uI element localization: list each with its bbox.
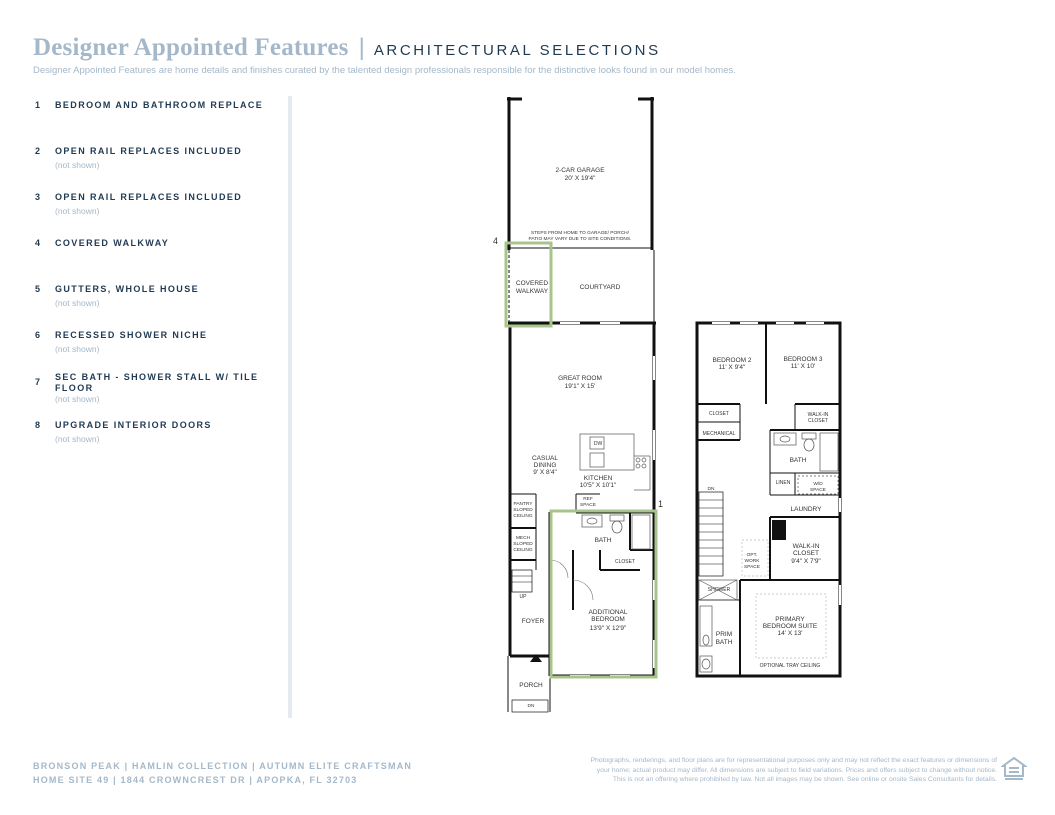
garage-note-line1: STEPS FROM HOME TO GARAGE/ PORCH/ [531, 231, 629, 236]
tray-ceiling-label: OPTIONAL TRAY CEILING [759, 663, 821, 669]
callout-4: 4 [493, 236, 499, 246]
footer-address [33, 759, 412, 787]
feature-number: 6 [35, 330, 41, 340]
great-room-size: 19'1" X 15' [564, 383, 596, 390]
page-subtitle: ARCHITECTURAL SELECTIONS [373, 42, 661, 59]
callout-1: 1 [658, 499, 664, 509]
bath-label: BATH [789, 457, 807, 464]
bath-label: BATH [594, 537, 612, 544]
feature-number: 2 [35, 146, 41, 156]
casual-dining-size: 9' X 8'4" [533, 469, 557, 476]
foyer-label: FOYER [521, 618, 545, 625]
bedroom2-size: 11' X 9'4" [718, 364, 746, 371]
feature-number: 3 [35, 192, 41, 202]
prim-bath-label-1: PRIM [715, 631, 733, 638]
casual-dining-label-2: DINING [533, 462, 557, 469]
feature-number: 7 [35, 377, 41, 387]
pantry-label-2: SLOPED [513, 508, 533, 513]
mech-label-2: SLOPED [513, 542, 533, 547]
primary-suite-label-2: BEDROOM SUITE [762, 623, 818, 630]
feature-name: GUTTERS, WHOLE HOUSE [55, 284, 200, 294]
ref-space-label-2: SPACE [580, 503, 596, 508]
opt-work-space-label-3: SPACE [744, 565, 760, 570]
bedroom3-label: BEDROOM 3 [783, 356, 823, 363]
additional-bedroom-label-2: BEDROOM [591, 616, 625, 623]
feature-note: (not shown) [55, 160, 100, 170]
feature-number: 5 [35, 284, 41, 294]
feature-number: 8 [35, 420, 41, 430]
walkin-closet-small-label-2: CLOSET [807, 418, 829, 424]
bedroom2-label: BEDROOM 2 [712, 357, 752, 364]
porch-label: PORCH [519, 682, 543, 689]
casual-dining-label-1: CASUAL [531, 455, 559, 462]
kitchen-label: KITCHEN [583, 475, 613, 482]
covered-walkway-label-1: COVERED [515, 280, 549, 287]
footer-collection: BRONSON PEAK | HAMLIN COLLECTION | AUTUMN ELITE CRAFTSMAN [33, 761, 413, 771]
feature-note: (not shown) [55, 394, 100, 404]
kitchen-size: 10'5" X 10'1" [579, 482, 617, 489]
door-swings [550, 560, 593, 600]
feature-note: (not shown) [55, 434, 100, 444]
footer-disclaimer [517, 756, 997, 785]
ref-space-label-1: REF [583, 497, 593, 502]
walkin-closet-label-2: CLOSET [792, 550, 820, 557]
walkin-closet-small-label-1: WALK-IN [807, 412, 829, 418]
opt-work-space-label-1: OPT. [746, 553, 758, 558]
page-description: Designer Appointed Features are home details and finishes curated by the talented design professionals responsible for the distinctive looks found in our model homes. [33, 65, 736, 76]
primary-suite-label-1: PRIMARY [775, 616, 805, 623]
mechanical-label: MECHANICAL [702, 431, 736, 437]
first-floor-plan [493, 97, 663, 712]
mech-label-1: MECH [515, 536, 531, 541]
wd-space-label-1: W/D [813, 482, 823, 487]
additional-bedroom-highlight [551, 511, 656, 677]
covered-walkway-label-2: WALKWAY [515, 288, 549, 295]
footer-homesite: HOME SITE 49 | 1844 CROWNCREST DR | APOPKA, FL 32703 [33, 775, 358, 785]
feature-name: RECESSED SHOWER NICHE [55, 330, 208, 340]
closet-shelf-block [772, 520, 786, 540]
feature-note: (not shown) [55, 344, 100, 354]
disclaimer-line3: This is not an offering where prohibited by law. Not all images may be shown. See online or onsite Sales Consultants for details. [612, 776, 997, 783]
opt-work-space-label-2: WORK [744, 559, 760, 564]
feature-name: OPEN RAIL REPLACES INCLUDED [55, 146, 243, 156]
stairs-up-label: UP [519, 594, 527, 600]
pantry-label-1: PANTRY [513, 502, 533, 507]
additional-bedroom-size: 13'9" X 12'9" [589, 625, 627, 632]
prim-bath-label-2: BATH [715, 639, 733, 646]
walkin-closet-size: 9'4" X 7'9" [791, 558, 821, 565]
shower-label: SHOWER [707, 587, 731, 593]
equal-housing-icon [1001, 756, 1027, 782]
pantry-label-3: CEILING [513, 514, 533, 519]
porch-dn-label: DN [527, 704, 535, 709]
primary-suite-size: 14' X 13' [777, 630, 803, 637]
feature-number: 4 [35, 238, 41, 248]
closet-label: CLOSET [708, 411, 730, 417]
disclaimer-line2: your home; actual product may differ. All dimensions are subject to field variations. Prices and offers subject to change without notice. [596, 766, 997, 774]
wd-space-label-2: SPACE [810, 488, 826, 493]
feature-name: BEDROOM AND BATHROOM REPLACE [55, 100, 264, 110]
feature-number: 1 [35, 100, 41, 110]
garage-size: 20' X 19'4" [564, 175, 596, 182]
garage-note-line2: PATIO MAY VARY DUE TO SITE CONDITIONS. [528, 237, 632, 242]
closet-label: CLOSET [614, 559, 636, 565]
feature-name: OPEN RAIL REPLACES INCLUDED [55, 192, 243, 202]
courtyard-label: COURTYARD [579, 284, 621, 291]
stairs-dn-label: DN [707, 487, 715, 492]
feature-name: COVERED WALKWAY [55, 238, 170, 248]
bath-fixtures [582, 515, 650, 549]
walkin-closet-label-1: WALK-IN [792, 543, 820, 550]
feature-note: (not shown) [55, 206, 100, 216]
feature-note: (not shown) [55, 298, 100, 308]
bedroom3-size: 11' X 10' [790, 363, 816, 370]
laundry-label: LAUNDRY [790, 506, 822, 513]
garage-label: 2-CAR GARAGE [555, 167, 605, 174]
linen-label: LINEN [775, 480, 791, 486]
title-separator: | [358, 34, 365, 61]
disclaimer-line1: Photographs, renderings, and floor plans are for representational purposes only and may not reflect the exact features or dimensions of [590, 757, 997, 764]
mech-label-3: CEILING [513, 548, 533, 553]
feature-name: SEC BATH - SHOWER STALL W/ TILE FLOOR [55, 372, 259, 393]
additional-bedroom-label-1: ADDITIONAL [588, 609, 628, 616]
feature-name: UPGRADE INTERIOR DOORS [55, 420, 212, 430]
page-title: Designer Appointed Features [33, 34, 349, 61]
second-floor-plan [697, 323, 840, 676]
great-room-label: GREAT ROOM [558, 375, 602, 382]
dw-label: DW [593, 441, 603, 447]
